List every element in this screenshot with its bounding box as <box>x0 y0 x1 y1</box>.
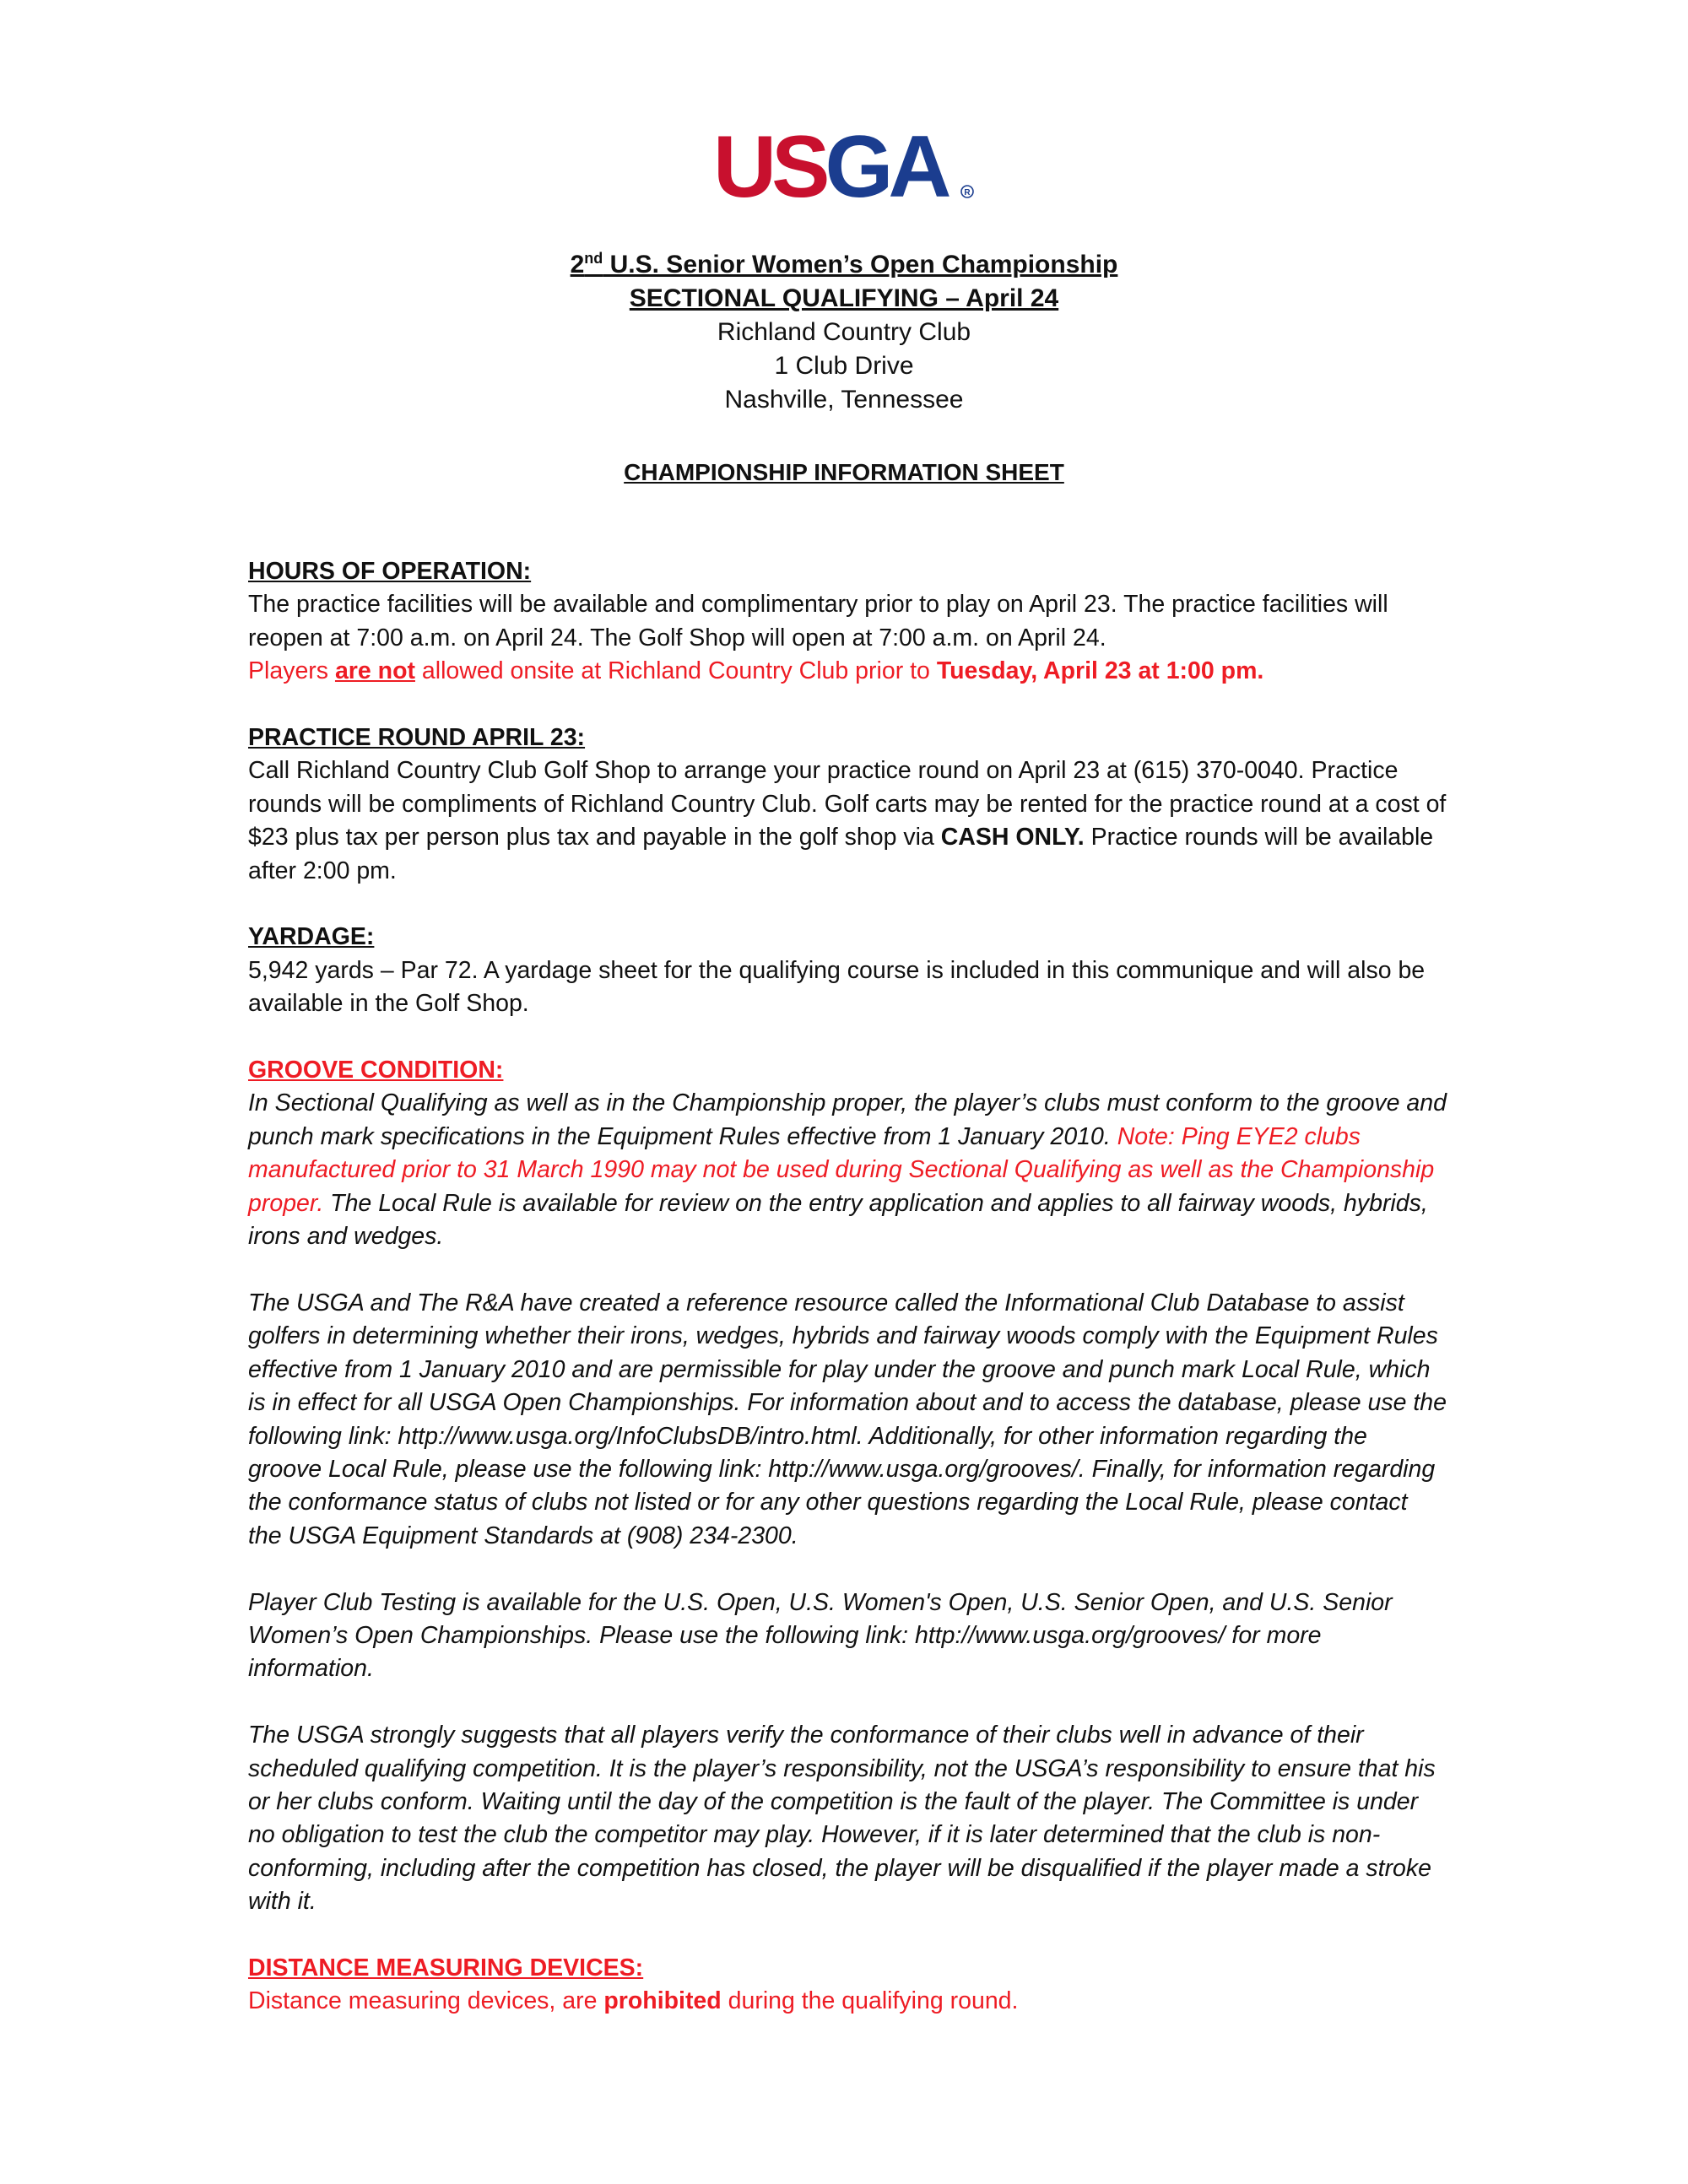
usga-logo <box>713 122 983 207</box>
distance-heading: DISTANCE MEASURING DEVICES: <box>248 1954 644 1981</box>
groove-heading: GROOVE CONDITION: <box>248 1057 504 1084</box>
practice-text: Call Richland Country Club Golf Shop to arrange your practice round on April 23 at (615) 370-0040. Practice rounds will be compliments of Richland Country Club. Golf carts may be rented for the practice round at a cost of $23 plus tax per person plus tax and payable in the golf shop via CASH ONLY. Practice rounds will be available after 2:00 pm. <box>248 757 1447 884</box>
championship-title: 2nd U.S. Senior Women’s Open Championship <box>570 250 1118 278</box>
groove-paragraph-3: Player Club Testing is available for the U.S. Open, U.S. Women's Open, U.S. Senior Open, and U.S. Senior Women’s Open Championships. Please use the following link: http://www.usga.org/grooves/ for more information. <box>248 1588 1393 1683</box>
hours-notice: Players are not allowed onsite at Richland Country Club prior to Tuesday, April 23 at 1:00 pm. <box>248 657 1264 685</box>
sheet-title: CHAMPIONSHIP INFORMATION SHEET <box>624 459 1064 485</box>
document-body <box>248 555 1447 2019</box>
yardage-heading: YARDAGE: <box>248 923 375 951</box>
hours-text: The practice facilities will be available and complimentary prior to play on April 23. The practice facilities will reopen at 7:00 a.m. on April 24. The Golf Shop will open at 7:00 a.m. on April 24. <box>248 591 1388 651</box>
groove-paragraph-1: In Sectional Qualifying as well as in the Championship proper, the player’s clubs must conform to the groove and punch mark specifications in the Equipment Rules effective from 1 January 2010. Note: Ping EYE2 clubs manufactured prior to 31 March 1990 may not be used during Sectional Qualifying as well as the Championship proper. The Local Rule is available for review on the entry application and applies to all fairway woods, hybrids, irons and wedges. <box>248 1089 1447 1251</box>
groove-paragraph-4: The USGA strongly suggests that all players verify the conformance of their clubs well in advance of their scheduled qualifying competition. It is the player’s responsibility, not the USGA’s responsibility to ensure that his or her clubs conform. Waiting until the day of the competition is the fault of the player. The Committee is under no obligation to test the club the competitor may play. However, if it is later determined that the club is non-conforming, including after the competition has closed, the player will be disqualified if the player made a stroke with it. <box>248 1722 1436 1916</box>
svg-text:USGA: USGA <box>713 122 947 207</box>
practice-heading: PRACTICE ROUND APRIL 23: <box>248 724 586 752</box>
venue-name: Richland Country Club <box>717 318 971 346</box>
hours-heading: HOURS OF OPERATION: <box>248 558 532 585</box>
groove-paragraph-2: The USGA and The R&A have created a reference resource called the Informational Club Database to assist golfers in determining whether their irons, wedges, hybrids and fairway woods comply with the Equipment Rules effective from 1 January 2010 and are permissible for play under the groove and punch mark Local Rule, which is in effect for all USGA Open Championships. For information about and to access the database, please use the following link: http://www.usga.org/InfoClubsDB/intro.html. Additionally, for other information regarding the groove Local Rule, please use the following link: http://www.usga.org/grooves/. Finally, for information regarding the conformance status of clubs not listed or for any other questions regarding the Local Rule, please contact the USGA Equipment Standards at (908) 234-2300. <box>248 1289 1447 1549</box>
yardage-text: 5,942 yards – Par 72. A yardage sheet for the qualifying course is included in this communique and will also be available in the Golf Shop. <box>248 956 1426 1018</box>
svg-text:R: R <box>964 188 971 197</box>
header-block <box>0 248 1688 417</box>
qualifying-subtitle: SECTIONAL QUALIFYING – April 24 <box>629 284 1059 312</box>
venue-city: Nashville, Tennessee <box>724 386 964 414</box>
distance-text: Distance measuring devices, are prohibited during the qualifying round. <box>248 1987 1019 2015</box>
venue-address: 1 Club Drive <box>774 352 914 380</box>
